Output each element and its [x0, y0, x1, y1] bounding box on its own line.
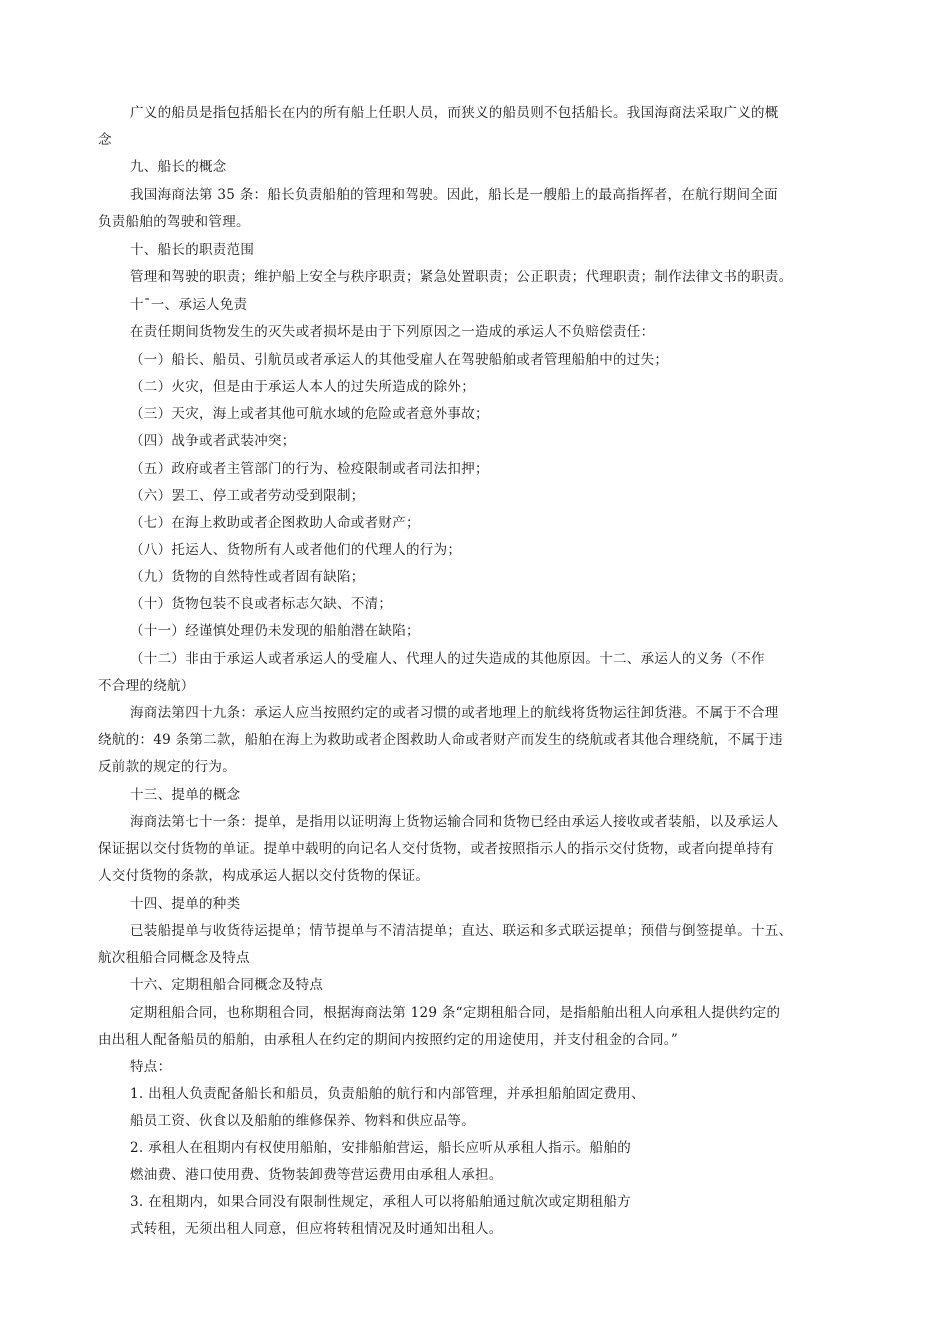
- list-item: （三）天灾，海上或者其他可航水域的危险或者意外事故；: [130, 406, 489, 422]
- list-item: 燃油费、港口使用费、货物装卸费等营运费用由承租人承担。: [130, 1167, 503, 1183]
- list-item: （五）政府或者主管部门的行为、检疫限制或者司法扣押；: [130, 461, 489, 477]
- text-line: 绕航的：49 条第二款，船舶在海上为救助或者企图救助人命或者财产而发生的绕航或者其他合理绕航，不属于违: [98, 732, 783, 748]
- list-item: （一）船长、船员、引航员或者承运人的其他受雇人在驾驶船舶或者管理船舶中的过失；: [130, 352, 669, 368]
- text-line: 定期租船合同，也称期租合同，根据海商法第 129 条“定期租船合同，是指船舶出租人向承租人提供约定的: [130, 1005, 781, 1021]
- text-line: 反前款的规定的行为。: [98, 759, 236, 775]
- list-item: （四）战争或者武装冲突；: [130, 433, 296, 449]
- section-heading: 十、船长的职责范围: [130, 242, 255, 258]
- section-heading: 十ˉ一、承运人免责: [130, 297, 248, 313]
- text-line: 念: [98, 132, 112, 148]
- text-line: 海商法第四十九条：承运人应当按照约定的或者习惯的或者地理上的航线将货物运往卸货港。不属于不合理: [130, 705, 779, 721]
- text-line: 广义的船员是指包括船长在内的所有船上任职人员，而狭义的船员则不包括船长。我国海商法采取广义的概: [130, 105, 779, 121]
- text-line: 特点：: [130, 1059, 172, 1075]
- list-item: （九）货物的自然特性或者固有缺陷；: [130, 569, 365, 585]
- list-item: （十一）经谨慎处理仍未发现的船舶潜在缺陷；: [130, 623, 420, 639]
- list-item: （六）罢工、停工或者劳动受到限制；: [130, 488, 365, 504]
- section-heading: 十四、提单的种类: [130, 896, 241, 912]
- text-line: 由出租人配备船员的船舶，由承租人在约定的期间内按照约定的用途使用，并支付租金的合同。”: [98, 1032, 679, 1048]
- text-line: 已装船提单与收货待运提单；情节提单与不清洁提单；直达、联运和多式联运提单；预借与倒签提单。十五、: [130, 923, 793, 939]
- list-item: 3. 在租期内，如果合同没有限制性规定，承租人可以将船舶通过航次或定期租船方: [130, 1194, 632, 1210]
- list-item: 式转租，无须出租人同意，但应将转租情况及时通知出租人。: [130, 1221, 503, 1237]
- section-heading: 九、船长的概念: [130, 159, 227, 175]
- text-line: 我国海商法第 35 条：船长负责船舶的管理和驾驶。因此，船长是一艘船上的最高指挥者，在航行期间全面: [130, 187, 778, 203]
- list-item: （二）火灾，但是由于承运人本人的过失所造成的除外；: [130, 379, 475, 395]
- text-line: 负责船舶的驾驶和管理。: [98, 214, 250, 230]
- text-line: 人交付货物的条款，构成承运人据以交付货物的保证。: [98, 868, 430, 884]
- text-line: 航次租船合同概念及特点: [98, 950, 250, 966]
- text-line: 海商法第七十一条：提单，是指用以证明海上货物运输合同和货物已经由承运人接收或者装船，以及承运人: [130, 814, 779, 830]
- section-heading: 十六、定期租船合同概念及特点: [130, 977, 324, 993]
- text-line: 保证据以交付货物的单证。提单中载明的向记名人交付货物，或者按照指示人的指示交付货物，或者向提单持有: [98, 841, 775, 857]
- text-line: 不合理的绕航）: [98, 678, 195, 694]
- list-item: （七）在海上救助或者企图救助人命或者财产；: [130, 515, 420, 531]
- list-item: 1. 出租人负责配备船长和船员，负责船舶的航行和内部管理，并承担船舶固定费用、: [130, 1086, 645, 1102]
- list-item: （十）货物包装不良或者标志欠缺、不清；: [130, 596, 393, 612]
- list-item: 船员工资、伙食以及船舶的维修保养、物料和供应品等。: [130, 1113, 475, 1129]
- list-item: （十二）非由于承运人或者承运人的受雇人、代理人的过失造成的其他原因。十二、承运人的义务（不作: [130, 651, 765, 667]
- section-heading: 十三、提单的概念: [130, 787, 241, 803]
- text-line: 在责任期间货物发生的灭失或者损坏是由于下列原因之一造成的承运人不负赔偿责任：: [130, 324, 655, 340]
- list-item: 2. 承租人在租期内有权使用船舶，安排船舶营运，船长应听从承租人指示。船舶的: [130, 1140, 632, 1156]
- list-item: （八）托运人、货物所有人或者他们的代理人的行为；: [130, 542, 462, 558]
- text-line: 管理和驾驶的职责；维护船上安全与秩序职责；紧急处置职责；公正职责；代理职责；制作法律文书的职责。: [130, 269, 793, 285]
